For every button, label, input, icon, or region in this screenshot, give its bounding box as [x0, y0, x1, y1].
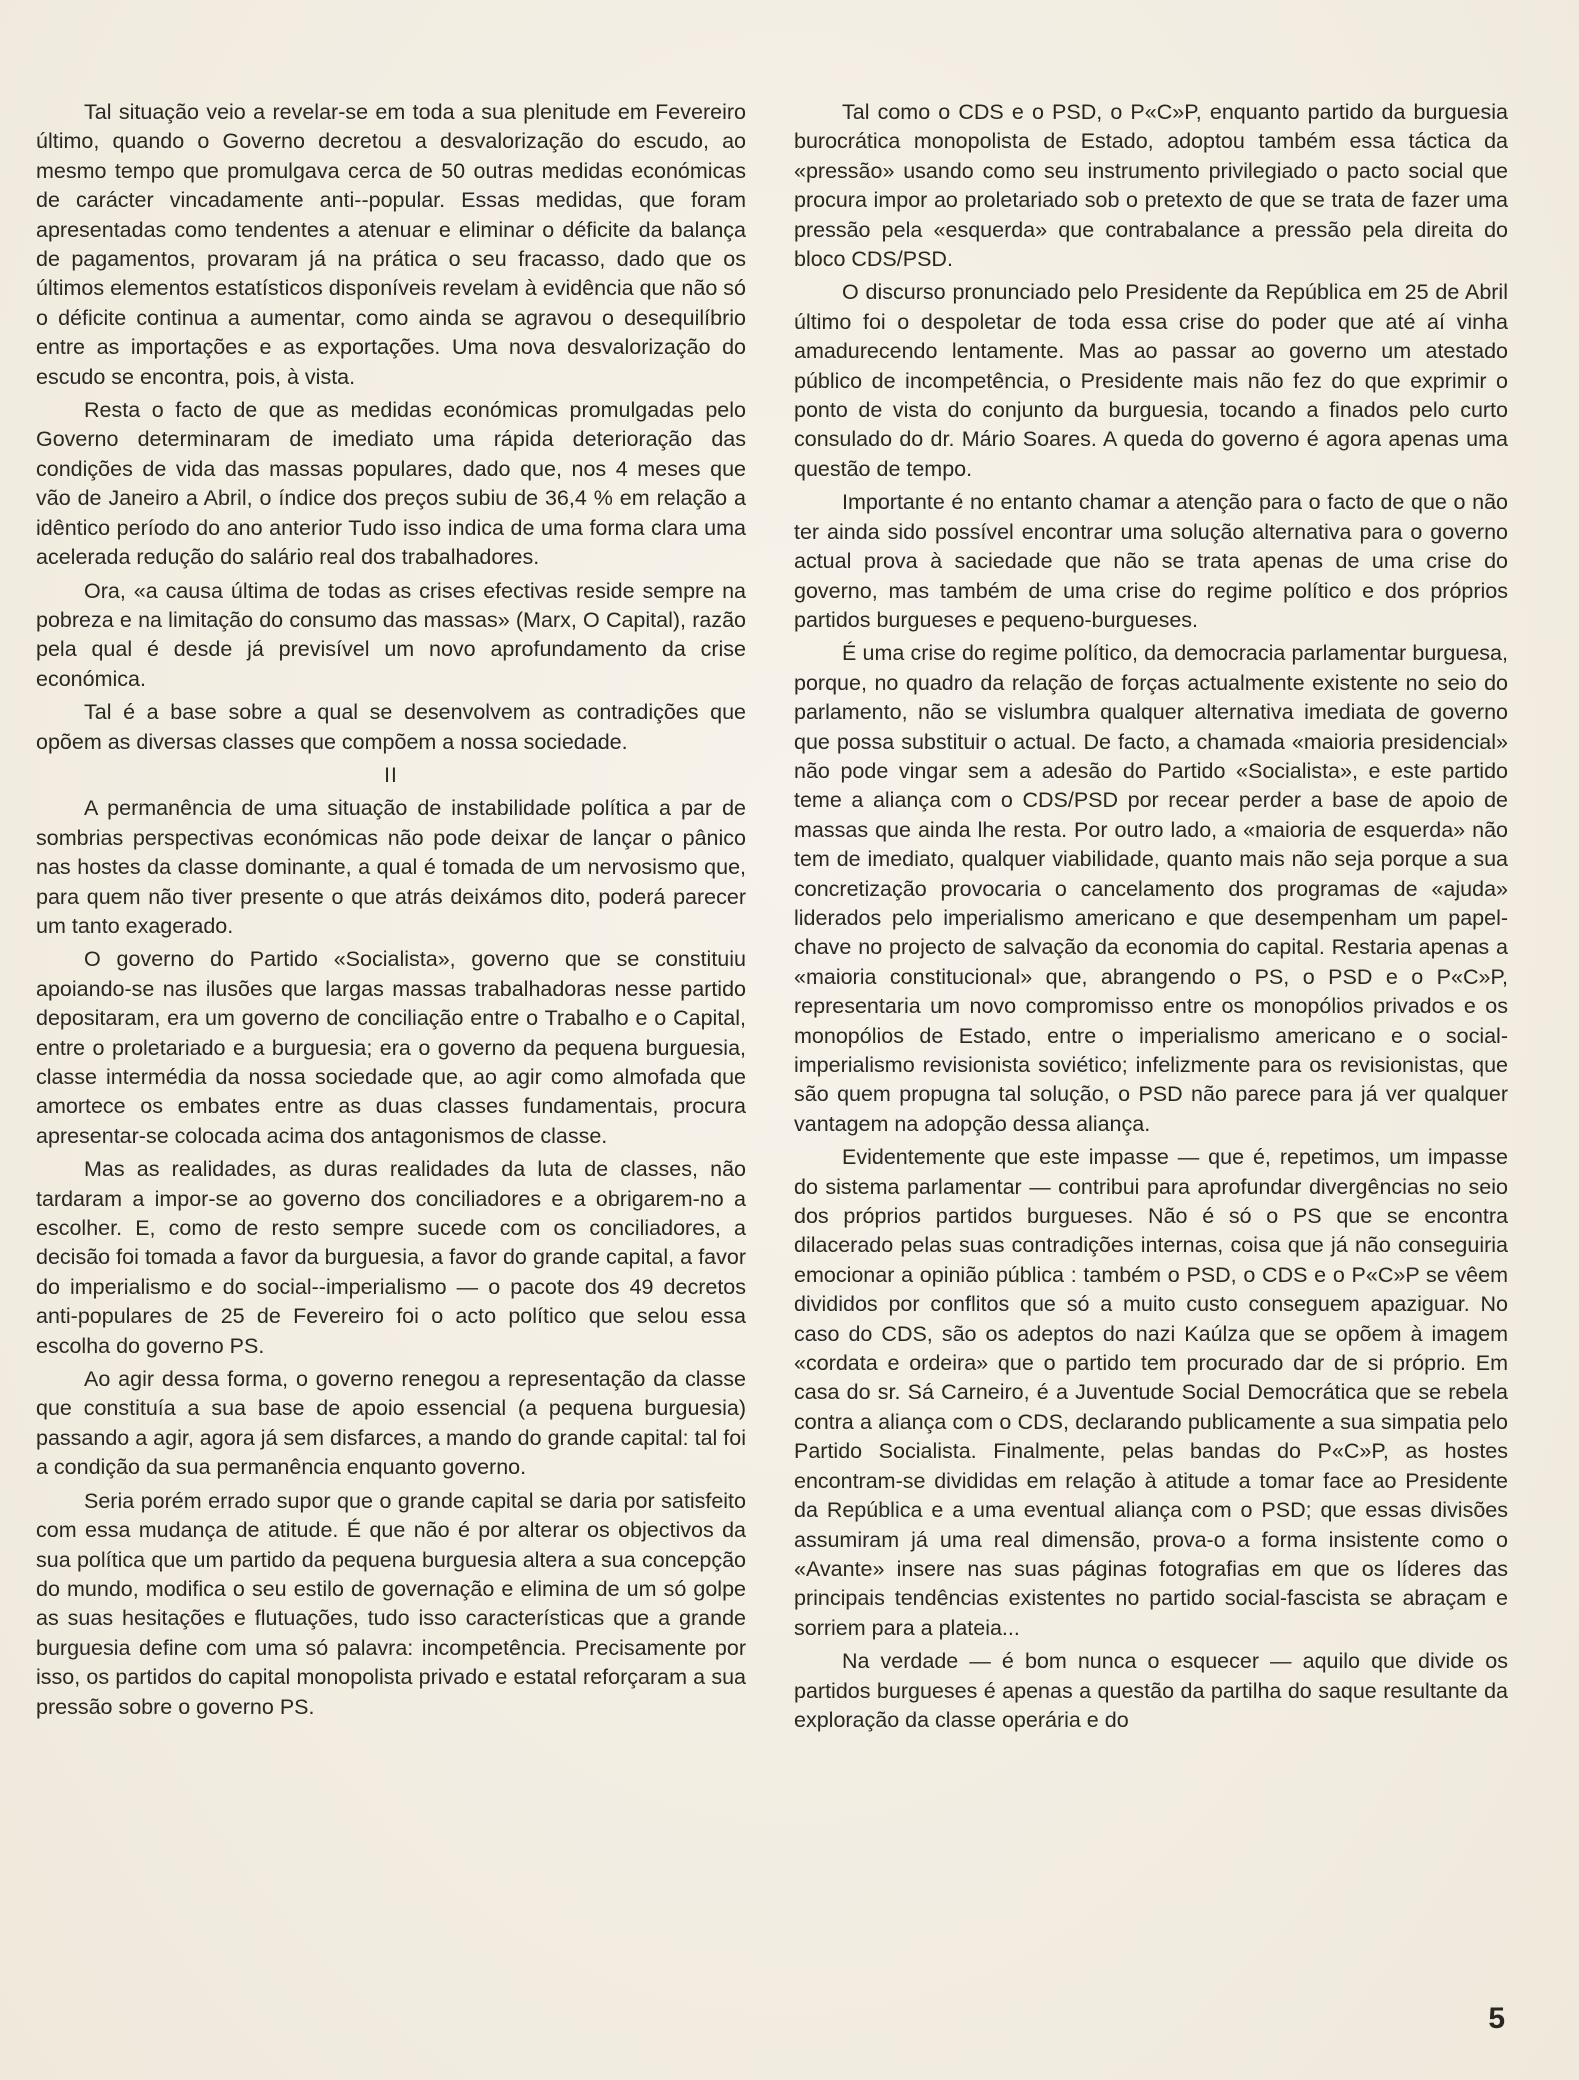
paragraph: O discurso pronunciado pelo Presidente da República em 25 de Abril último foi o despoletar de toda essa crise do poder que até aí vinha amadurecendo lentamente. Mas ao passar ao governo um atestado público de incompetência, o Presidente mais não fez do que exprimir o ponto de vista do conjunto da burguesia, tocando a finados pelo curto consulado do dr. Mário Soares. A queda do governo é agora apenas uma questão de tempo. — [794, 280, 1508, 481]
paragraph: Tal como o CDS e o PSD, o P«C»P, enquanto partido da burguesia burocrática monopolista de Estado, adoptou também essa táctica da «pressão» usando como seu instrumento privilegiado o pacto social que procura impor ao proletariado sob o pretexto de que se trata de fazer uma pressão pela «esquerda» que contrabalance a pressão pela direita do bloco CDS/PSD. — [794, 100, 1508, 272]
left-column — [36, 98, 746, 1726]
paragraph: Evidentemente que este impasse — que é, repetimos, um impasse do sistema parlamentar — contribui para aprofundar divergências no seio dos próprios partidos burgueses. Não é só o PS que se encontra dilacerado pelas suas contradições internas, coisa que já não conseguiria emocionar a opinião pública : também o PSD, o CDS e o P«C»P se vêem divididos por conflitos que só a muito custo conseguem apaziguar. No caso do CDS, são os adeptos do nazi Kaúlza que se opõem à imagem «cordata e ordeira» que o partido tem procurado dar de si próprio. Em casa do sr. Sá Carneiro, é a Juventude Social Democrática que se rebela contra a aliança com o CDS, declarando publicamente a sua simpatia pelo Partido Socialista. Finalmente, pelas bandas do P«C»P, as hostes encontram-se divididas em relação à atitude a tomar face ao Presidente da República e a uma eventual aliança com o PSD; que essas divisões assumiram já uma real dimensão, prova-o a forma insistente como o «Avante» insere nas suas páginas fotografias em que os líderes das principais tendências existentes no partido social-fascista se abraçam e sorriem para a plateia... — [794, 1145, 1508, 1640]
paragraph: Ora, «a causa última de todas as crises efectivas reside sempre na pobreza e na limitação do consumo das massas» (Marx, O Capital), razão pela qual é desde já previsível um novo aprofundamento da crise económica. — [36, 578, 746, 691]
section-heading: II — [384, 763, 398, 787]
paragraph: Mas as realidades, as duras realidades da luta de classes, não tardaram a impor-se ao governo dos conciliadores e a obrigarem-no a escolher. E, como de resto sempre sucede com os conciliadores, a decisão foi tomada a favor da burguesia, a favor do grande capital, a favor do imperialismo e do social--imperialismo — o pacote dos 49 decretos anti-populares de 25 de Fevereiro foi o acto político que selou essa escolha do governo PS. — [36, 1157, 746, 1358]
paragraph: Importante é no entanto chamar a atenção para o facto de que o não ter ainda sido possível encontrar uma solução alternativa para o governo actual prova à saciedade que não se trata apenas de uma crise do governo, mas também de uma crise do regime político e dos próprios partidos burgueses e pequeno-burgueses. — [794, 490, 1508, 632]
paragraph: É uma crise do regime político, da democracia parlamentar burguesa, porque, no quadro da relação de forças actualmente existente no seio do parlamento, não se vislumbra qualquer alternativa imediata de governo que possa substituir o actual. De facto, a chamada «maioria presidencial» não pode vingar sem a adesão do Partido «Socialista», e este partido teme a aliança com o CDS/PSD por recear perder a base de apoio de massas que ainda lhe resta. Por outro lado, a «maioria de esquerda» não tem de imediato, qualquer viabilidade, quanto mais não seja porque a sua concretização provocaria o cancelamento dos programas de «ajuda» liderados pelo imperialismo americano e que desempenham um papel-chave no projecto de salvação da economia do capital. Restaria apenas a «maioria constitucional» que, abrangendo o PS, o PSD e o P«C»P, representaria um novo compromisso entre os monopólios privados e os monopólios de Estado, entre o imperialismo americano e o social-imperialismo revisionista soviético; infelizmente para os revisionistas, que são quem propugna tal solução, o PSD não parece para já ver qualquer vantagem na adopção dessa aliança. — [794, 641, 1508, 1136]
right-column — [794, 98, 1508, 1739]
paragraph: A permanência de uma situação de instabilidade política a par de sombrias perspectivas económicas não pode deixar de lançar o pânico nas hostes da classe dominante, a qual é tomada de um nervosismo que, para quem não tiver presente o que atrás deixámos dito, poderá parecer um tanto exagerado. — [36, 796, 746, 938]
paragraph: Tal situação veio a revelar-se em toda a sua plenitude em Fevereiro último, quando o Governo decretou a desvalorização do escudo, ao mesmo tempo que promulgava cerca de 50 outras medidas económicas de carácter vincadamente anti--popular. Essas medidas, que foram apresentadas como tendentes a atenuar e eliminar o déficite da balança de pagamentos, provaram já na prática o seu fracasso, dado que os últimos elementos estatísticos disponíveis revelam à evidência que não só o déficite continua a aumentar, como ainda se agravou o desequilíbrio entre as importações e as exportações. Uma nova desvalorização do escudo se encontra, pois, à vista. — [36, 100, 746, 389]
page-number: 5 — [1488, 2002, 1505, 2035]
paragraph: Tal é a base sobre a qual se desenvolvem as contradições que opõem as diversas classes que compõem a nossa sociedade. — [36, 700, 746, 754]
paragraph: Ao agir dessa forma, o governo renegou a representação da classe que constituía a sua base de apoio essencial (a pequena burguesia) passando a agir, agora já sem disfarces, a mando do grande capital: tal foi a condição da sua permanência enquanto governo. — [36, 1367, 746, 1480]
paragraph: O governo do Partido «Socialista», governo que se constituiu apoiando-se nas ilusões que largas massas trabalhadoras nesse partido depositaram, era um governo de conciliação entre o Trabalho e o Capital, entre o proletariado e a burguesia; era o governo da pequena burguesia, classe intermédia da nossa sociedade que, ao agir como almofada que amortece os embates entre as duas classes fundamentais, procura apresentar-se colocada acima dos antagonismos de classe. — [36, 947, 746, 1148]
paragraph: Na verdade — é bom nunca o esquecer — aquilo que divide os partidos burgueses é apenas a questão da partilha do saque resultante da exploração da classe operária e do — [794, 1649, 1508, 1732]
paragraph: Seria porém errado supor que o grande capital se daria por satisfeito com essa mudança de atitude. É que não é por alterar os objectivos da sua política que um partido da pequena burguesia altera a sua concepção do mundo, modifica o seu estilo de governação e elimina de um só golpe as suas hesitações e flutuações, tudo isso características que a grande burguesia define com uma só palavra: incompetência. Precisamente por isso, os partidos do capital monopolista privado e estatal reforçaram a sua pressão sobre o governo PS. — [36, 1488, 746, 1719]
paragraph: Resta o facto de que as medidas económicas promulgadas pelo Governo determinaram de imediato uma rápida deterioração das condições de vida das massas populares, dado que, nos 4 meses que vão de Janeiro a Abril, o índice dos preços subiu de 36,4 % em relação a idêntico período do ano anterior Tudo isso indica de uma forma clara uma acelerada redução do salário real dos trabalhadores. — [36, 398, 746, 570]
